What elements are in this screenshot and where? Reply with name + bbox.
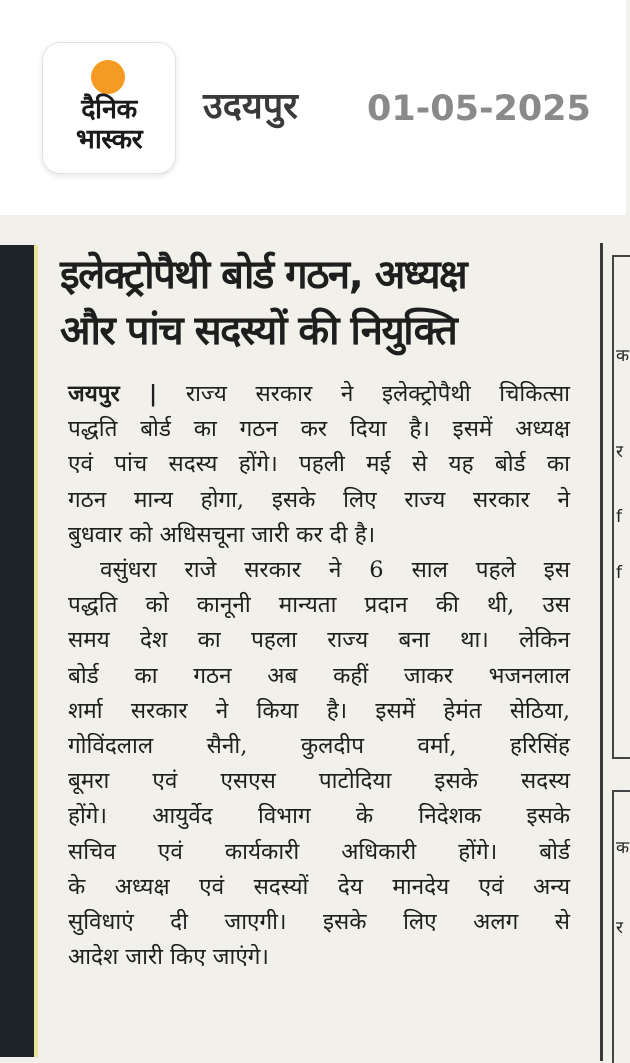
body-line: सुविधाएं दी जाएगी। इसके लिए अलग से [68, 909, 570, 936]
adjacent-text-fragment: र [616, 918, 623, 938]
article-headline [60, 247, 600, 359]
article-body [68, 377, 570, 975]
sun-icon [91, 60, 125, 94]
body-line: समय देश का पहला राज्य बना था। लेकिन [68, 627, 570, 654]
logo-text-bhaskar: भास्कर [75, 124, 143, 155]
edition-date: 01-05-2025 [367, 89, 591, 129]
adjacent-text-fragment: f [616, 563, 622, 583]
headline-line: और पांच सदस्यों की नियुक्ति [60, 308, 457, 354]
body-line: पद्धति बोर्ड का गठन कर दिया है। इसमें अध्यक्ष [68, 416, 570, 443]
body-line: शर्मा सरकार ने किया है। इसमें हेमंत सेठिया, [68, 697, 570, 724]
body-line: होंगे। आयुर्वेद विभाग के निदेशक इसके [68, 803, 570, 830]
app-header [0, 0, 626, 215]
body-line: बोर्ड का गठन अब कहीं जाकर भजनलाल [68, 662, 570, 689]
logo-text-dainik: दैनिक [81, 94, 137, 125]
adjacent-text-fragment: f [616, 507, 622, 527]
body-line: वसुंधरा राजे सरकार ने 6 साल पहले इस [100, 557, 570, 584]
column-rule [600, 243, 603, 1061]
body-line: बुधवार को अधिसचूना जारी कर दी है। [68, 521, 376, 548]
article-dateline: जयपुर | [68, 381, 158, 407]
adjacent-text-fragment: क [616, 838, 630, 858]
headline-line: इलेक्ट्रोपैथी बोर्ड गठन, अध्यक्ष [60, 252, 467, 298]
body-line: सचिव एवं कार्यकारी अधिकारी होंगे। बोर्ड [68, 838, 570, 865]
body-line: आदेश जारी किए जाएंगे। [68, 944, 269, 971]
body-line: बूमरा एवं एसएस पाटोदिया इसके सदस्य [68, 768, 570, 795]
body-line: जयपुर | राज्य सरकार ने इलेक्ट्रोपैथी चिकित्सा [68, 381, 570, 407]
adjacent-text-fragment: र [616, 442, 623, 462]
edition-city: उदयपुर [203, 86, 298, 127]
body-line: पद्धति को कानूनी मान्यता प्रदान की थी, उस [68, 592, 570, 619]
body-line: गठन मान्य होगा, इसके लिए राज्य सरकार ने [68, 486, 570, 513]
newspaper-clipping [0, 215, 630, 1061]
dainik-bhaskar-logo [42, 42, 176, 174]
body-line: के अध्यक्ष एवं सदस्यों देय मानदेय एवं अन्य [68, 873, 570, 900]
body-line: गोविंदलाल सैनी, कुलदीप वर्मा, हरिसिंह [68, 733, 570, 760]
adjacent-column-left [0, 245, 38, 1057]
adjacent-text-fragment: क [616, 346, 630, 366]
body-line: एवं पांच सदस्य होंगे। पहली मई से यह बोर्ड का [68, 451, 570, 478]
